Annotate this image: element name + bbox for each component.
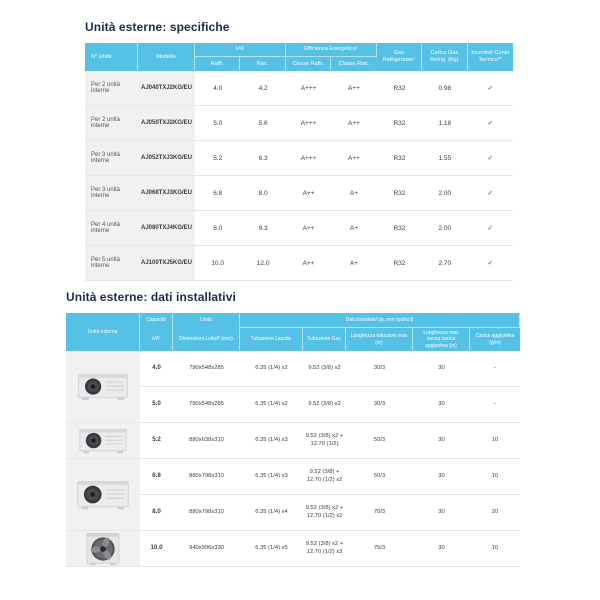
header-unita-esterna: Unità esterna — [66, 313, 140, 351]
cell-carica-aggiuntiva: - — [470, 351, 520, 387]
header-incentivi: Incentivi/ Conto Termico** — [471, 50, 510, 63]
cell-classe-raffr: A++ — [286, 211, 331, 246]
cell-kw-raffr: 5.0 — [195, 106, 240, 141]
cell-capacita: 4.0 — [140, 351, 173, 387]
cell-n-unita: Per 5 unità interne — [85, 246, 138, 281]
cell-capacita: 5.0 — [140, 387, 173, 423]
cell-n-unita: Per 2 unità interne — [85, 71, 138, 106]
cell-gas: R32 — [377, 211, 422, 246]
cell-classe-raffr: A+++ — [286, 141, 331, 176]
cell-lunghezza-max: 30 — [413, 387, 470, 423]
cell-carica: 2.00 — [422, 211, 467, 246]
cell-kw-risc: 6.3 — [240, 141, 285, 176]
cell-tubazione-gas: 9.52 (3/8) x2 + 12.70 (1/2) — [303, 423, 346, 459]
cell-carica-aggiuntiva: 10 — [470, 423, 520, 459]
header-lunghezza-tubazioni: Lunghezza tubazioni max (m) — [346, 328, 413, 351]
cell-carica: 0.98 — [422, 71, 467, 106]
cell-kw-raffr: 6.8 — [195, 176, 240, 211]
cell-carica-aggiuntiva: 10 — [470, 531, 520, 567]
cell-modello: AJ100TXJ5KG/EU — [138, 246, 195, 281]
header-risc: Risc. — [240, 57, 285, 71]
cell-kw-risc: 12.0 — [240, 246, 285, 281]
cell-classe-risc: A++ — [331, 141, 376, 176]
table-row — [85, 106, 513, 141]
cell-capacita: 5.2 — [140, 423, 173, 459]
header-unita: Unità — [173, 313, 240, 328]
table-row — [140, 531, 520, 567]
section-title-dati-installativi: Unità esterne: dati installativi — [66, 290, 236, 304]
section-title-specifiche: Unità esterne: specifiche — [85, 20, 230, 34]
header-n-unita: N° Unità — [85, 43, 138, 71]
cell-tubazione-gas: 9.52 (3/8) + 12.70 (1/2) x2 — [303, 459, 346, 495]
cell-tubazione-liquido: 6.35 (1/4) x2 — [240, 351, 303, 387]
table-row — [140, 459, 520, 495]
cell-classe-risc: A+ — [331, 211, 376, 246]
cell-dimensioni: 880x798x310 — [173, 459, 240, 495]
table-row — [85, 211, 513, 246]
table-row — [85, 71, 513, 106]
checkmark-icon: ✓ — [468, 106, 513, 141]
table-row — [140, 423, 520, 459]
cell-kw-risc: 4.2 — [240, 71, 285, 106]
cell-gas: R32 — [377, 71, 422, 106]
cell-modello: AJ052TXJ3KG/EU — [138, 141, 195, 176]
header-tubazione-gas: Tubazione Gas — [303, 328, 346, 351]
cell-lunghezza-tubazioni: 75/3 — [346, 531, 413, 567]
cell-kw-raffr: 5.2 — [195, 141, 240, 176]
cell-gas: R32 — [377, 176, 422, 211]
header-carica-gas: Carica Gas Refrig. (Kg) — [422, 43, 467, 71]
table-row — [140, 387, 520, 423]
cell-carica: 2.70 — [422, 246, 467, 281]
table-row — [85, 246, 513, 281]
cell-lunghezza-tubazioni: 70/3 — [346, 495, 413, 531]
cell-modello: AJ040TXJ2KG/EU — [138, 71, 195, 106]
cell-n-unita: Per 3 unità interne — [85, 141, 138, 176]
outdoor-unit-small-icon — [76, 371, 130, 403]
checkmark-icon: ✓ — [468, 211, 513, 246]
cell-carica-aggiuntiva: 20 — [470, 495, 520, 531]
header-classe-risc: Classe Risc. — [338, 60, 370, 67]
cell-tubazione-liquido: 6.35 (1/4) x2 — [240, 387, 303, 423]
header-dimensioni: Dimensioni LxAxP (mm) — [173, 328, 240, 351]
cell-carica: 2.00 — [422, 176, 467, 211]
cell-classe-raffr: A++ — [286, 246, 331, 281]
header-lunghezza-max: Lunghezza max senza carica aggiuntiva (m) — [413, 328, 470, 351]
table-row — [85, 176, 513, 211]
cell-modello: AJ080TXJ4KG/EU — [138, 211, 195, 246]
cell-gas: R32 — [377, 246, 422, 281]
cell-lunghezza-tubazioni: 50/3 — [346, 459, 413, 495]
table-row — [140, 351, 520, 387]
cell-dimensioni: 880x798x310 — [173, 495, 240, 531]
checkmark-icon: ✓ — [468, 141, 513, 176]
cell-kw-risc: 9.3 — [240, 211, 285, 246]
cell-carica: 1.55 — [422, 141, 467, 176]
cell-modello: AJ050TXJ2KG/EU — [138, 106, 195, 141]
install-table-rows — [140, 351, 520, 567]
checkmark-icon: ✓ — [468, 246, 513, 281]
outdoor-unit-image — [66, 531, 140, 567]
header-kw-group: kW — [195, 43, 286, 57]
cell-kw-raffr: 4.0 — [195, 71, 240, 106]
cell-tubazione-gas: 9.52 (3/8) x2 — [303, 351, 346, 387]
cell-dimensioni: 790x548x285 — [173, 387, 240, 423]
header-modello: Modello — [138, 43, 195, 71]
cell-tubazione-liquido: 6.35 (1/4) x4 — [240, 495, 303, 531]
cell-tubazione-gas: 9.52 (3/8) x2 — [303, 387, 346, 423]
cell-capacita: 10.0 — [140, 531, 173, 567]
cell-classe-risc: A++ — [331, 106, 376, 141]
spec-table-header — [85, 43, 513, 71]
checkmark-icon: ✓ — [468, 71, 513, 106]
cell-kw-risc: 8.0 — [240, 176, 285, 211]
cell-classe-raffr: A+++ — [286, 71, 331, 106]
cell-dimensioni: 940x996x330 — [173, 531, 240, 567]
cell-lunghezza-tubazioni: 50/3 — [346, 423, 413, 459]
cell-classe-risc: A++ — [331, 71, 376, 106]
cell-carica: 1.18 — [422, 106, 467, 141]
cell-lunghezza-max: 30 — [413, 351, 470, 387]
cell-kw-risc: 5.6 — [240, 106, 285, 141]
table-row — [140, 495, 520, 531]
header-carica-aggiuntiva: Carica aggiuntiva (g/m) — [475, 333, 515, 346]
outdoor-unit-small-icon — [76, 426, 130, 456]
cell-n-unita: Per 4 unità interne — [85, 211, 138, 246]
cell-gas: R32 — [377, 106, 422, 141]
cell-n-unita: Per 3 unità interne — [85, 176, 138, 211]
header-classe-raffr: Classe Raffr. — [286, 57, 331, 71]
cell-tubazione-liquido: 6.35 (1/4) x3 — [240, 423, 303, 459]
outdoor-unit-small-icon — [75, 477, 131, 513]
cell-classe-risc: A+ — [331, 176, 376, 211]
install-table-header — [66, 313, 520, 351]
section-dati-installativi — [66, 290, 520, 567]
table-row — [85, 141, 513, 176]
cell-classe-raffr: A+++ — [286, 106, 331, 141]
cell-lunghezza-max: 30 — [413, 423, 470, 459]
cell-lunghezza-max: 30 — [413, 459, 470, 495]
cell-n-unita: Per 2 unità interne — [85, 106, 138, 141]
cell-tubazione-gas: 9.52 (3/8) x2 + 12.70 (1/2) x2 — [303, 495, 346, 531]
unit-image-column — [66, 351, 140, 567]
cell-capacita: 6.8 — [140, 459, 173, 495]
outdoor-unit-image — [66, 423, 140, 459]
cell-capacita: 8.0 — [140, 495, 173, 531]
cell-lunghezza-max: 30 — [413, 495, 470, 531]
cell-modello: AJ068TXJ3KG/EU — [138, 176, 195, 211]
cell-dimensioni: 880x638x310 — [173, 423, 240, 459]
checkmark-icon: ✓ — [468, 176, 513, 211]
cell-dimensioni: 790x548x285 — [173, 351, 240, 387]
header-raffr: Raffr. — [195, 57, 240, 71]
cell-classe-raffr: A++ — [286, 176, 331, 211]
cell-carica-aggiuntiva: - — [470, 387, 520, 423]
header-tubazione-liquido: Tubazione Liquido — [240, 328, 303, 351]
cell-gas: R32 — [377, 141, 422, 176]
section-specifiche — [85, 20, 513, 281]
cell-kw-raffr: 10.0 — [195, 246, 240, 281]
cell-tubazione-liquido: 6.35 (1/4) x3 — [240, 459, 303, 495]
header-capacita: Capacità — [140, 313, 173, 328]
cell-classe-risc: A+ — [331, 246, 376, 281]
header-gas: Gas Refrigerante¹ — [377, 43, 422, 71]
cell-lunghezza-tubazioni: 30/3 — [346, 387, 413, 423]
outdoor-unit-image — [66, 459, 140, 531]
outdoor-unit-image — [66, 351, 140, 423]
cell-lunghezza-tubazioni: 30/3 — [346, 351, 413, 387]
outdoor-unit-large-icon — [83, 532, 123, 566]
install-table-body — [66, 351, 520, 567]
spec-table-body — [85, 71, 513, 281]
cell-tubazione-gas: 9.52 (3/8) x2 + 12.70 (1/2) x3 — [303, 531, 346, 567]
header-dati-installativi-group: Dati installativi [ø, mm (pollici)] — [240, 313, 520, 328]
cell-carica-aggiuntiva: 10 — [470, 459, 520, 495]
cell-kw-raffr: 8.0 — [195, 211, 240, 246]
cell-lunghezza-max: 30 — [413, 531, 470, 567]
cell-tubazione-liquido: 6.35 (1/4) x5 — [240, 531, 303, 567]
header-efficienza-group: Efficienza Energetica¹ — [286, 43, 377, 57]
header-capacita-kw: kW — [140, 328, 173, 351]
